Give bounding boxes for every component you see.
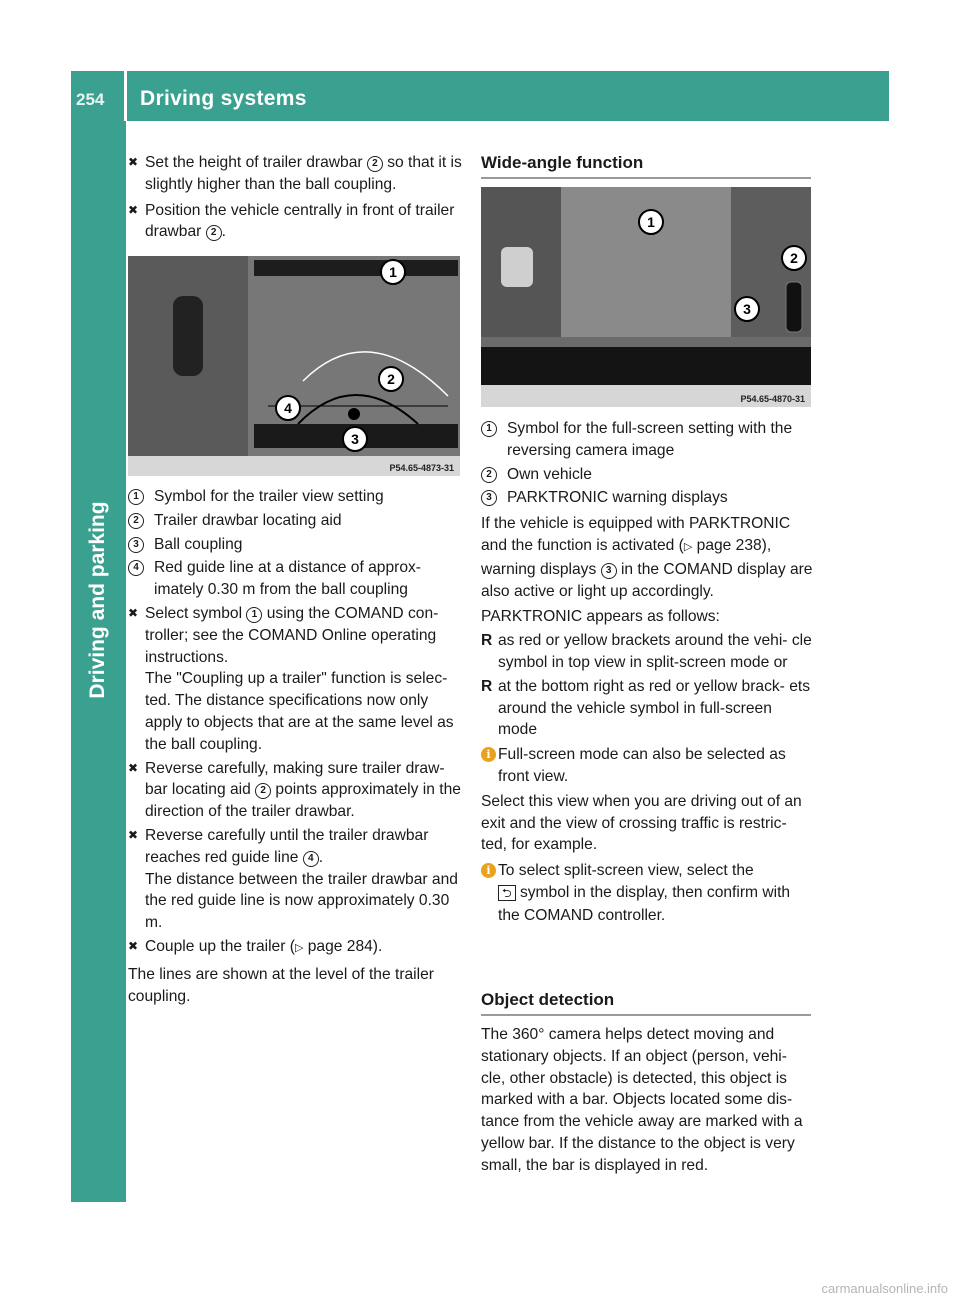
figure-code: P54.65-4873-31 (389, 463, 454, 473)
legend-item-4: 4 Red guide line at a distance of approx- imately 0.30 m from the ball coupling (128, 557, 462, 601)
step-arrow-icon: ✖ (128, 827, 139, 842)
callout-2: 2 (781, 245, 807, 271)
heading-wide-angle-wrap (481, 152, 811, 174)
callout-1: 1 (380, 259, 406, 285)
left-column-lower (128, 486, 462, 1007)
heading-object-wrap (481, 989, 811, 1011)
page-ref-arrow-icon: ▷ (683, 540, 693, 553)
callout-4: 4 (275, 395, 301, 421)
step-couple: ✖ Couple up the trailer (▷ page 284). (128, 936, 462, 960)
bullet-item-2: R at the bottom right as red or yellow brack- ets around the vehicle symbol in full-screen mode (481, 677, 811, 739)
step-reverse-2: ✖ Reverse carefully until the trailer drawbar reaches red guide line 4 . (128, 826, 429, 866)
page-ref-arrow-icon: ▷ (294, 941, 304, 954)
bullet-item-1: R as red or yellow brackets around the vehi- cle symbol in top view in split-screen mode or (481, 632, 812, 671)
legend-item-2: 2 Own vehicle (481, 464, 813, 486)
heading-object-detection: Object detection (481, 990, 615, 1009)
legend-item-1: 1 Symbol for the trailer view setting (128, 486, 462, 508)
step-reverse-2-note: The distance between the trailer drawbar and the red guide line is now approximately 0.30 m. (145, 870, 458, 932)
step-set-height: ✖ Set the height of trailer drawbar 2 so that it is slightly higher than the ball coupling. (128, 154, 462, 193)
legend-item-3: 3 Ball coupling (128, 534, 462, 556)
left-column (128, 152, 462, 243)
select-view-paragraph: Select this view when you are driving out of an exit and the view of crossing traffic is restric- ted, for example. (481, 792, 802, 854)
step-position: ✖ Position the vehicle centrally in front of trailer drawbar 2 . (128, 201, 455, 241)
sidebar-label: Driving and parking (86, 501, 109, 699)
step-select-symbol: ✖ Select symbol 1 using the COMAND con- troller; see the COMAND Online operating instructions. (128, 604, 439, 666)
page-number: 254 (76, 90, 105, 109)
step-arrow-icon: ✖ (128, 155, 139, 169)
callout-3: 3 (342, 426, 368, 452)
object-detection-body (481, 1024, 813, 1177)
legend-item-3: 3 PARKTRONIC warning displays (481, 487, 813, 509)
section-title: Driving systems (140, 87, 307, 110)
info-note-1: i Full-screen mode can also be selected as front view. (481, 744, 813, 788)
trailer-camera-figure (128, 256, 460, 476)
object-detection-paragraph: The 360° camera helps detect moving and stationary objects. If an object (person, vehi- cle, other obstacle) is detected, this object is marked with a bar. Objects located some dis- tance from the vehicle away are marked with a yellow bar. If the distance to the object is very small, the bar is displayed in red. (481, 1026, 803, 1174)
callout-1: 1 (638, 209, 664, 235)
heading-wide-angle: Wide-angle function (481, 153, 644, 172)
legend-item-1: 1 Symbol for the full-screen setting with the reversing camera image (481, 418, 813, 462)
step-arrow-icon: ✖ (128, 202, 139, 217)
wide-angle-figure (481, 187, 811, 407)
closing-paragraph: The lines are shown at the level of the trailer coupling. (128, 965, 434, 1005)
legend-item-2: 2 Trailer drawbar locating aid (128, 510, 462, 532)
callout-ref: 2 (367, 156, 383, 172)
heading-rule (481, 177, 811, 179)
info-note-2: i To select split-screen view, select the ⮌ symbol in the display, then confirm with the COMAND controller. (481, 860, 813, 926)
right-column (481, 418, 813, 927)
step-arrow-icon: ✖ (128, 938, 139, 953)
step-reverse-1: ✖ Reverse carefully, making sure trailer draw- bar locating aid 2 points approximately in the direction of the trailer drawbar. (128, 759, 461, 821)
header-separator (124, 71, 127, 121)
step-arrow-icon: ✖ (128, 760, 139, 775)
step-arrow-icon: ✖ (128, 605, 139, 620)
heading-rule-2 (481, 1014, 811, 1016)
watermark: carmanualsonline.info (821, 1281, 948, 1296)
step-select-note: The "Coupling up a trailer" function is selec- ted. The distance specifications now only apply to objects that are at the same level as the ball coupling. (145, 670, 454, 753)
callout-ref: 2 (206, 225, 222, 241)
sidebar-label-wrap (83, 470, 113, 730)
info-icon: i (481, 863, 496, 878)
parktronic-paragraph: If the vehicle is equipped with PARKTRONIC and the function is activated (▷ page 238), warning displays 3 in the COMAND display are also active or light up accordingly. (481, 515, 813, 600)
back-symbol-icon: ⮌ (498, 885, 516, 901)
parktronic-appears: PARKTRONIC appears as follows: (481, 608, 720, 626)
camera-view-illustration (128, 256, 460, 476)
callout-3: 3 (734, 296, 760, 322)
callout-2: 2 (378, 366, 404, 392)
info-icon: i (481, 747, 496, 762)
figure-code: P54.65-4870-31 (740, 394, 805, 404)
